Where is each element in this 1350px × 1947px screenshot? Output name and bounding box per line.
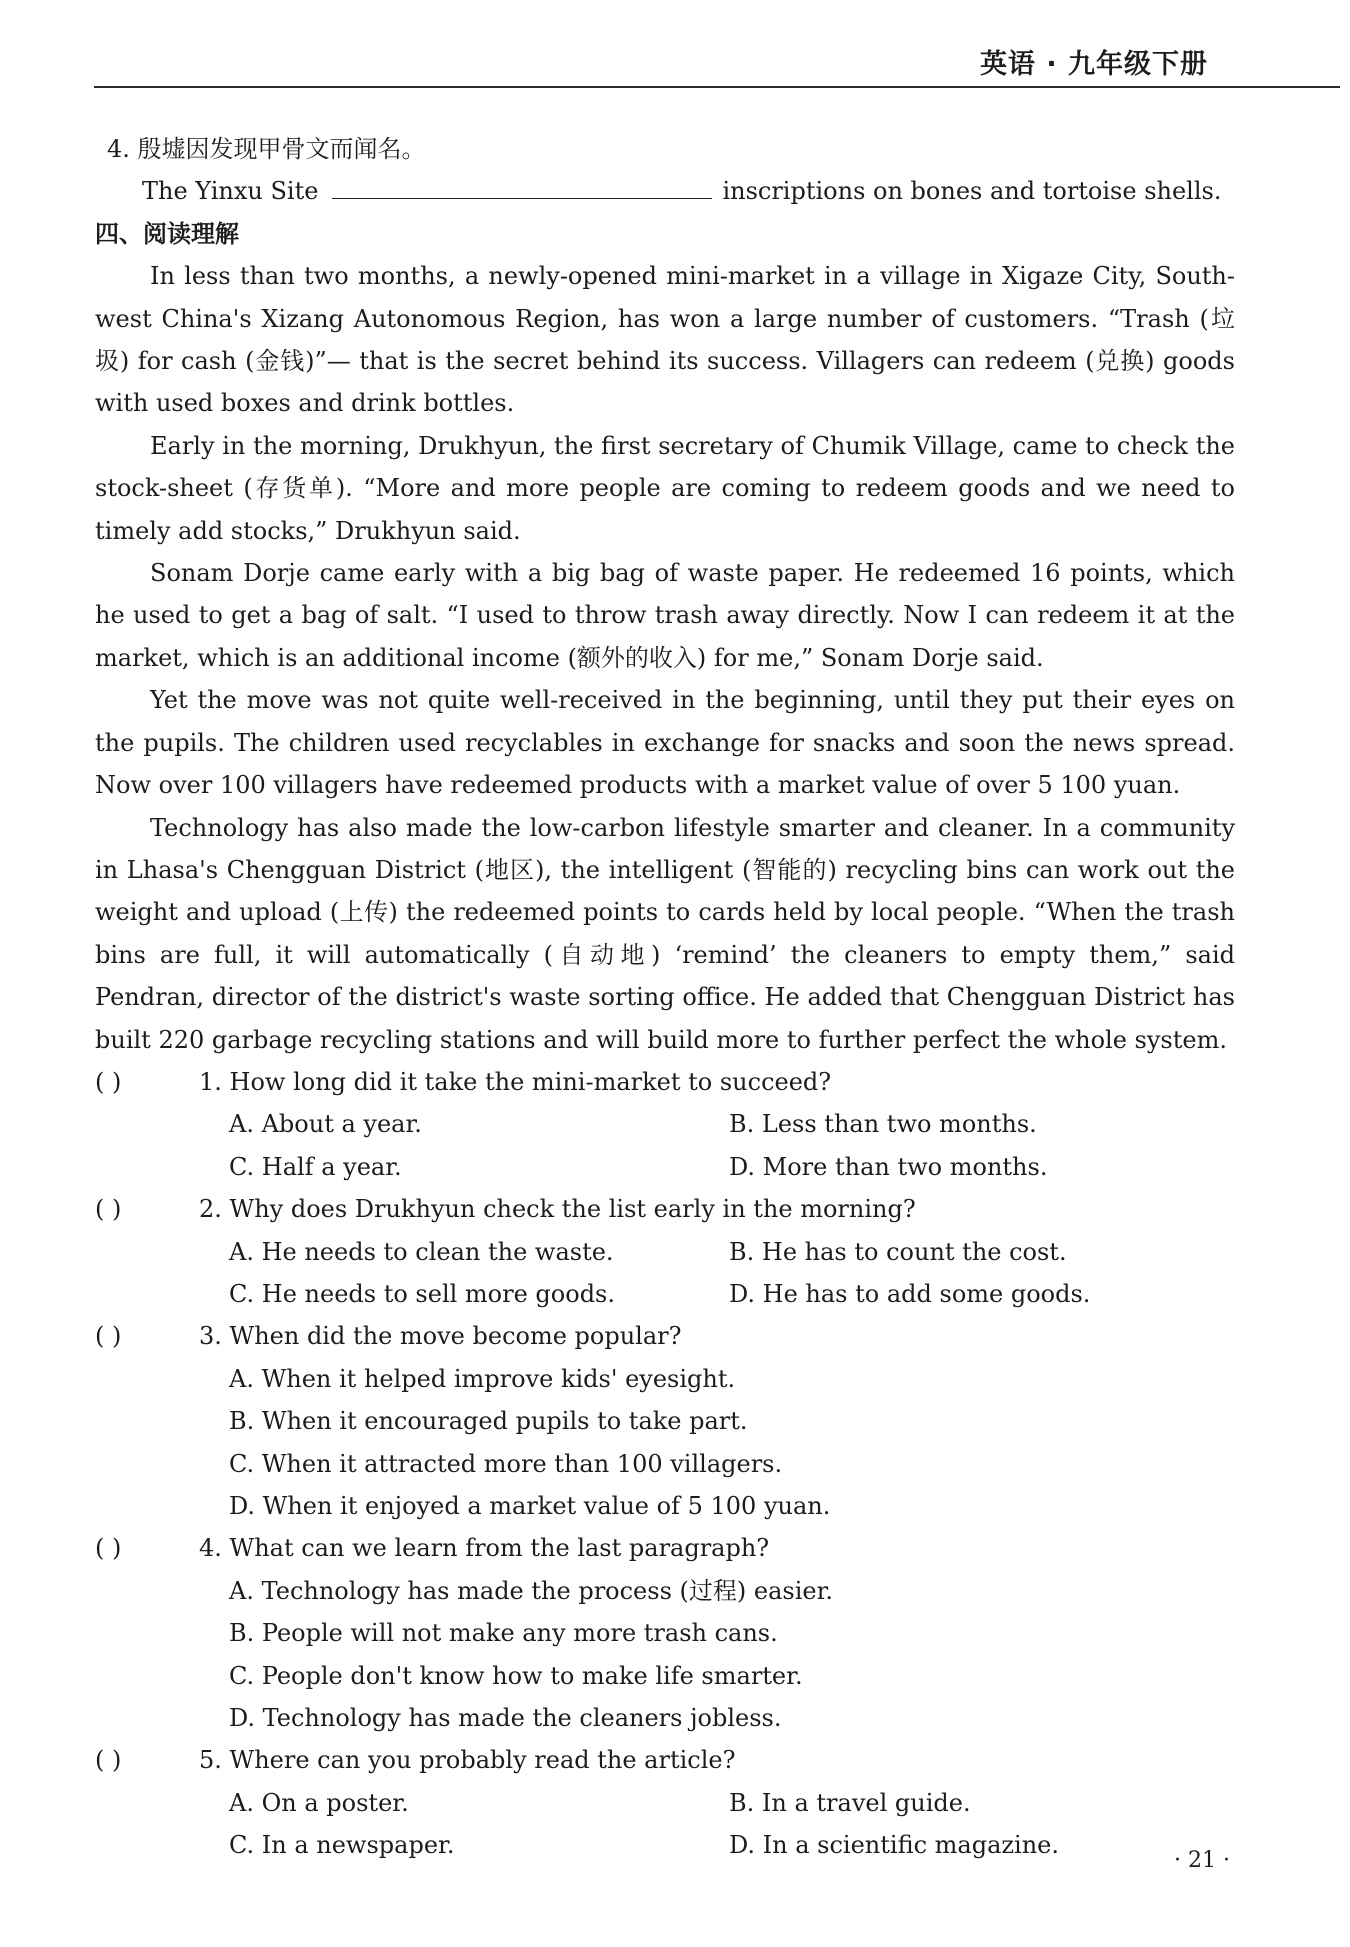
question-stem-line bbox=[95, 1739, 1235, 1781]
answer-bracket[interactable]: ( ) bbox=[95, 1534, 122, 1563]
option-a: A. When it helped improve kids' eyesight. bbox=[229, 1364, 736, 1393]
option-b: B. When it encouraged pupils to take part. bbox=[229, 1407, 748, 1436]
option-c: C. In a newspaper. bbox=[229, 1831, 455, 1860]
question-1 bbox=[95, 1061, 1235, 1188]
option-d: D. More than two months. bbox=[729, 1152, 1048, 1181]
option-b: B. Less than two months. bbox=[729, 1110, 1037, 1139]
options bbox=[95, 1103, 1235, 1188]
option-b: B. He has to count the cost. bbox=[729, 1237, 1067, 1266]
passage-paragraph: Yet the move was not quite well-received in the beginning, until they put their eyes on the pupils. The children used recyclables in exchange for snacks and soon the news spread. Now over 100 villagers have redeemed products with a market value of over 5 100 yuan. bbox=[95, 686, 1235, 800]
passage-paragraph: Early in the morning, Drukhyun, the first secretary of Chumik Village, came to check the stock-sheet (存货单). “More and more people are coming to redeem goods and we need to timely add stocks,” Drukhyun said. bbox=[95, 431, 1235, 545]
answer-bracket[interactable]: ( ) bbox=[95, 1067, 122, 1096]
options bbox=[95, 1358, 1235, 1528]
option-d: D. Technology has made the cleaners jobless. bbox=[229, 1704, 782, 1733]
option-c: C. Half a year. bbox=[229, 1152, 402, 1181]
answer-bracket[interactable]: ( ) bbox=[95, 1746, 122, 1775]
passage-paragraph: Technology has also made the low-carbon lifestyle smarter and cleaner. In a community in Lhasa's Chengguan District (地区), the intelligent (智能的) recycling bins can work out the weight and upload (上传) the redeemed points to cards held by local people. “When the trash bins are full, it will automatically (自动地) ‘remind’ the cleaners to empty them,” said Pendran, director of the district's waste sorting office. He added that Chengguan District has built 220 garbage recycling stations and will build more to further perfect the whole system. bbox=[95, 813, 1235, 1054]
answer-bracket[interactable]: ( ) bbox=[95, 1195, 122, 1224]
option-d: D. In a scientific magazine. bbox=[729, 1831, 1059, 1860]
answer-suffix: inscriptions on bones and tortoise shells. bbox=[722, 177, 1222, 206]
question-stem-line bbox=[95, 1527, 1235, 1569]
option-a: A. He needs to clean the waste. bbox=[229, 1237, 614, 1266]
item-number: 4. bbox=[107, 135, 130, 163]
answer-bracket[interactable]: ( ) bbox=[95, 1322, 122, 1351]
chinese-sentence: 殷墟因发现甲骨文而闻名。 bbox=[137, 135, 426, 163]
question-stem: 2. Why does Drukhyun check the list early in the morning? bbox=[199, 1195, 916, 1224]
option-d: D. When it enjoyed a market value of 5 100 yuan. bbox=[229, 1492, 831, 1520]
question-stem-line bbox=[95, 1061, 1235, 1103]
translation-item bbox=[95, 128, 1235, 170]
passage-paragraph: In less than two months, a newly-opened mini-market in a village in Xigaze City, South-west China's Xizang Autonomous Region, has won a large number of customers. “Trash (垃圾) for cash (金钱)”— that is the secret behind its success. Villagers can redeem (兑换) goods with used boxes and drink bottles. bbox=[95, 262, 1235, 418]
question-stem: 3. When did the move become popular? bbox=[199, 1322, 682, 1351]
reading-passage bbox=[95, 255, 1235, 1061]
options bbox=[95, 1782, 1235, 1867]
option-c: C. People don't know how to make life smarter. bbox=[229, 1661, 803, 1690]
option-c: C. He needs to sell more goods. bbox=[229, 1279, 616, 1308]
question-stem: 1. How long did it take the mini-market to succeed? bbox=[199, 1067, 832, 1096]
option-d: D. He has to add some goods. bbox=[729, 1279, 1091, 1308]
option-a: A. About a year. bbox=[229, 1110, 422, 1139]
question-stem: 5. Where can you probably read the article? bbox=[199, 1746, 736, 1775]
question-2 bbox=[95, 1188, 1235, 1315]
question-stem-line bbox=[95, 1188, 1235, 1230]
book-title: 英语 · 九年级下册 bbox=[979, 49, 1208, 80]
page-number: · 21 · bbox=[1174, 1848, 1230, 1873]
question-3 bbox=[95, 1315, 1235, 1527]
option-b: B. People will not make any more trash cans. bbox=[229, 1619, 778, 1648]
options bbox=[95, 1570, 1235, 1740]
option-a: A. On a poster. bbox=[229, 1788, 409, 1817]
question-stem: 4. What can we learn from the last paragraph? bbox=[199, 1534, 770, 1563]
answer-prefix: The Yinxu Site bbox=[142, 177, 319, 206]
question-5 bbox=[95, 1739, 1235, 1866]
translation-answer-line bbox=[95, 170, 1235, 212]
option-c: C. When it attracted more than 100 villagers. bbox=[229, 1449, 783, 1478]
option-b: B. In a travel guide. bbox=[729, 1788, 971, 1817]
header-divider bbox=[94, 86, 1340, 88]
page-content bbox=[95, 128, 1235, 1867]
option-a: A. Technology has made the process (过程) easier. bbox=[229, 1576, 834, 1605]
passage-paragraph: Sonam Dorje came early with a big bag of waste paper. He redeemed 16 points, which he used to get a bag of salt. “I used to throw trash away directly. Now I can redeem it at the market, which is an additional income (额外的收入) for me,” Sonam Dorje said. bbox=[95, 559, 1235, 672]
options bbox=[95, 1231, 1235, 1316]
section-title: 四、阅读理解 bbox=[95, 219, 239, 248]
answer-blank[interactable] bbox=[332, 170, 712, 199]
question-stem-line bbox=[95, 1315, 1235, 1357]
question-4 bbox=[95, 1527, 1235, 1739]
